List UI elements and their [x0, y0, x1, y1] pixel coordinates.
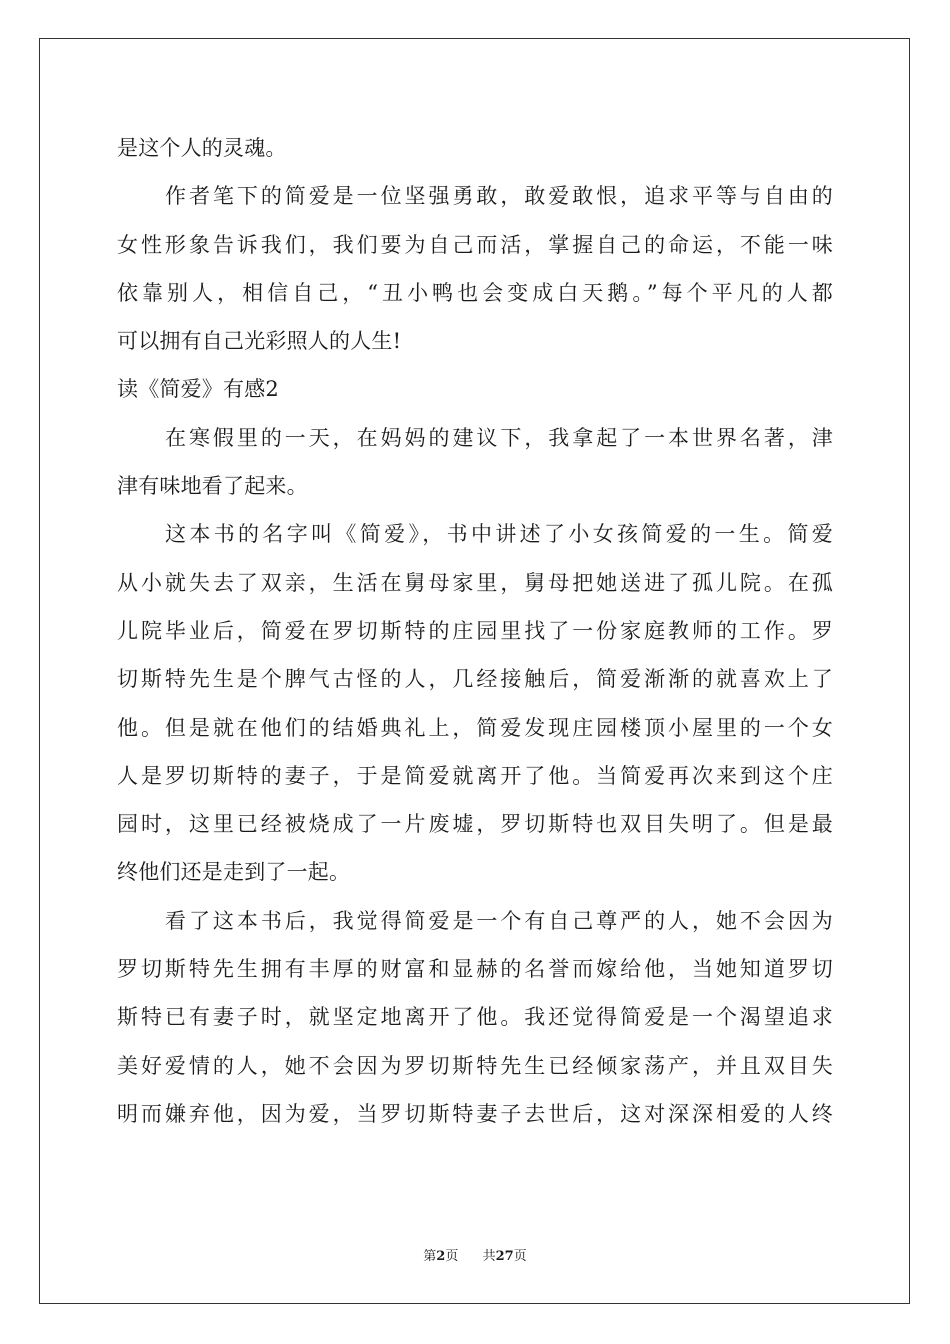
text-line: 儿院毕业后，简爱在罗切斯特的庄园里找了一份家庭教师的工作。罗	[117, 618, 833, 643]
text-line: 切斯特先生是个脾气古怪的人，几经接触后，简爱渐渐的就喜欢上了	[117, 667, 833, 692]
text-line: 明而嫌弃他，因为爱，当罗切斯特妻子去世后，这对深深相爱的人终	[117, 1101, 833, 1126]
text-line: 津有味地看了起来。	[117, 474, 308, 499]
total-suffix: 页	[513, 1249, 527, 1264]
text-line: 女性形象告诉我们，我们要为自己而活，掌握自己的命运，不能一味	[117, 232, 833, 257]
paragraph-start-line: 在寒假里的一天，在妈妈的建议下，我拿起了一本世界名著，津	[165, 425, 833, 450]
page-prefix: 第	[423, 1249, 437, 1264]
text-line: 终他们还是走到了一起。	[117, 860, 351, 885]
page-number: 2	[436, 1249, 446, 1264]
document-body	[117, 124, 833, 1138]
text-line: 他。但是就在他们的结婚典礼上，简爱发现庄园楼顶小屋里的一个女	[117, 715, 833, 740]
page-suffix: 页	[445, 1249, 459, 1264]
text-line: 可以拥有自己光彩照人的人生!	[117, 329, 402, 354]
paragraph-start-line: 看了这本书后，我觉得简爱是一个有自己尊严的人，她不会因为	[165, 908, 833, 933]
text-line: 斯特已有妻子时，就坚定地离开了他。我还觉得简爱是一个渴望追求	[117, 1005, 833, 1030]
text-line: 园时，这里已经被烧成了一片废墟，罗切斯特也双目失明了。但是最	[117, 812, 833, 837]
text-line: 美好爱情的人，她不会因为罗切斯特先生已经倾家荡产，并且双目失	[117, 1053, 833, 1078]
section-heading: 读《简爱》有感2	[117, 377, 279, 402]
text-line: 是这个人的灵魂。	[117, 136, 287, 160]
total-prefix: 共	[482, 1249, 496, 1264]
paragraph-start-line: 这本书的名字叫《简爱》，书中讲述了小女孩简爱的一生。简爱	[165, 522, 833, 547]
text-line: 从小就失去了双亲，生活在舅母家里，舅母把她送进了孤儿院。在孤	[117, 570, 833, 595]
text-line: 罗切斯特先生拥有丰厚的财富和显赫的名誉而嫁给他，当她知道罗切	[117, 957, 833, 982]
text-line: 人是罗切斯特的妻子，于是简爱就离开了他。当简爱再次来到这个庄	[117, 763, 833, 788]
total-pages: 27	[495, 1249, 514, 1264]
text-line: 依靠别人，相信自己，“丑小鸭也会变成白天鹅。”每个平凡的人都	[117, 280, 833, 305]
page-footer	[0, 1245, 950, 1264]
paragraph-start-line: 作者笔下的简爱是一位坚强勇敢，敢爱敢恨，追求平等与自由的	[165, 184, 833, 209]
